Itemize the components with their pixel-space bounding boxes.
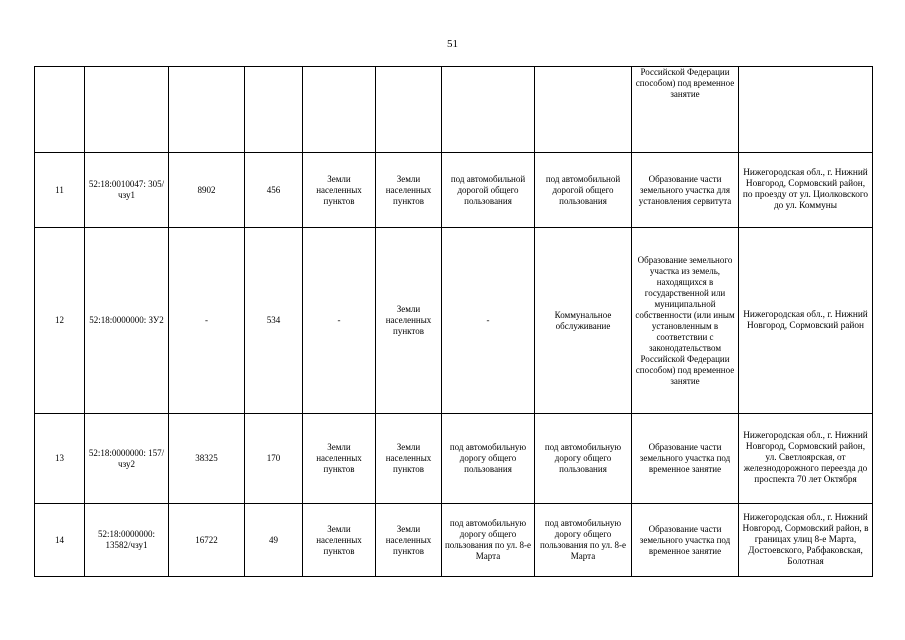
use-after-cell: под автомобильную дорогу общего пользования xyxy=(535,414,632,504)
address-cell: Нижегородская обл., г. Нижний Новгород, Сормовский район, по проезду от ул. Циолковского до ул. Коммуны xyxy=(739,153,873,228)
purpose-cell: Образование части земельного участка под временное занятие xyxy=(632,504,739,577)
use-before-cell: под автомобильную дорогу общего пользования по ул. 8-е Марта xyxy=(442,504,535,577)
area-total-cell: 16722 xyxy=(169,504,245,577)
category-before-cell: - xyxy=(303,228,376,414)
use-before-cell xyxy=(442,67,535,153)
use-before-cell: под автомобильной дорогой общего пользования xyxy=(442,153,535,228)
cadastral-number-cell: 52:18:0010047: 305/чзу1 xyxy=(85,153,169,228)
category-after-cell: Земли населенных пунктов xyxy=(376,228,442,414)
cadastral-number-cell xyxy=(85,67,169,153)
use-before-cell: под автомобильную дорогу общего пользования xyxy=(442,414,535,504)
category-before-cell: Земли населенных пунктов xyxy=(303,504,376,577)
row-number-cell: 12 xyxy=(35,228,85,414)
page-number: 51 xyxy=(447,38,458,50)
table-row xyxy=(35,228,873,414)
category-before-cell xyxy=(303,67,376,153)
category-after-cell: Земли населенных пунктов xyxy=(376,153,442,228)
use-after-cell: под автомобильную дорогу общего пользования по ул. 8-е Марта xyxy=(535,504,632,577)
row-number-cell xyxy=(35,67,85,153)
address-cell: Нижегородская обл., г. Нижний Новгород, Сормовский район xyxy=(739,228,873,414)
area-total-cell: 38325 xyxy=(169,414,245,504)
area-part-cell: 534 xyxy=(245,228,303,414)
category-after-cell: Земли населенных пунктов xyxy=(376,414,442,504)
area-part-cell: 456 xyxy=(245,153,303,228)
area-total-cell: - xyxy=(169,228,245,414)
area-part-cell: 170 xyxy=(245,414,303,504)
table-row xyxy=(35,67,873,153)
use-before-cell: - xyxy=(442,228,535,414)
table-row xyxy=(35,504,873,577)
use-after-cell: Коммунальное обслуживание xyxy=(535,228,632,414)
purpose-cell: Образование земельного участка из земель, находящихся в государственной или муниципальной собственности (или иным установленным в соответствии с законодательством Российской Федерации способом) под временное занятие xyxy=(632,228,739,414)
category-after-cell xyxy=(376,67,442,153)
row-number-cell: 14 xyxy=(35,504,85,577)
category-before-cell: Земли населенных пунктов xyxy=(303,414,376,504)
cadastral-number-cell: 52:18:0000000: ЗУ2 xyxy=(85,228,169,414)
address-cell xyxy=(739,67,873,153)
row-number-cell: 13 xyxy=(35,414,85,504)
category-after-cell: Земли населенных пунктов xyxy=(376,504,442,577)
area-total-cell xyxy=(169,67,245,153)
cadastral-number-cell: 52:18:0000000: 157/чзу2 xyxy=(85,414,169,504)
area-total-cell: 8902 xyxy=(169,153,245,228)
use-after-cell: под автомобильной дорогой общего пользования xyxy=(535,153,632,228)
address-cell: Нижегородская обл., г. Нижний Новгород, Сормовский район, в границах улиц 8-е Марта, Достоевского, Рабфаковская, Болотная xyxy=(739,504,873,577)
use-after-cell xyxy=(535,67,632,153)
row-number-cell: 11 xyxy=(35,153,85,228)
table-row xyxy=(35,414,873,504)
cadastral-number-cell: 52:18:0000000: 13582/чзу1 xyxy=(85,504,169,577)
category-before-cell: Земли населенных пунктов xyxy=(303,153,376,228)
area-part-cell: 49 xyxy=(245,504,303,577)
purpose-cell: Образование части земельного участка для установления сервитута xyxy=(632,153,739,228)
purpose-cell: Российской Федерации способом) под временное занятие xyxy=(632,67,739,153)
table-row xyxy=(35,153,873,228)
land-plots-table xyxy=(34,66,873,577)
address-cell: Нижегородская обл., г. Нижний Новгород, Сормовский район, ул. Светлоярская, от железнодорожного переезда до проспекта 70 лет Октября xyxy=(739,414,873,504)
purpose-cell: Образование части земельного участка под временное занятие xyxy=(632,414,739,504)
area-part-cell xyxy=(245,67,303,153)
